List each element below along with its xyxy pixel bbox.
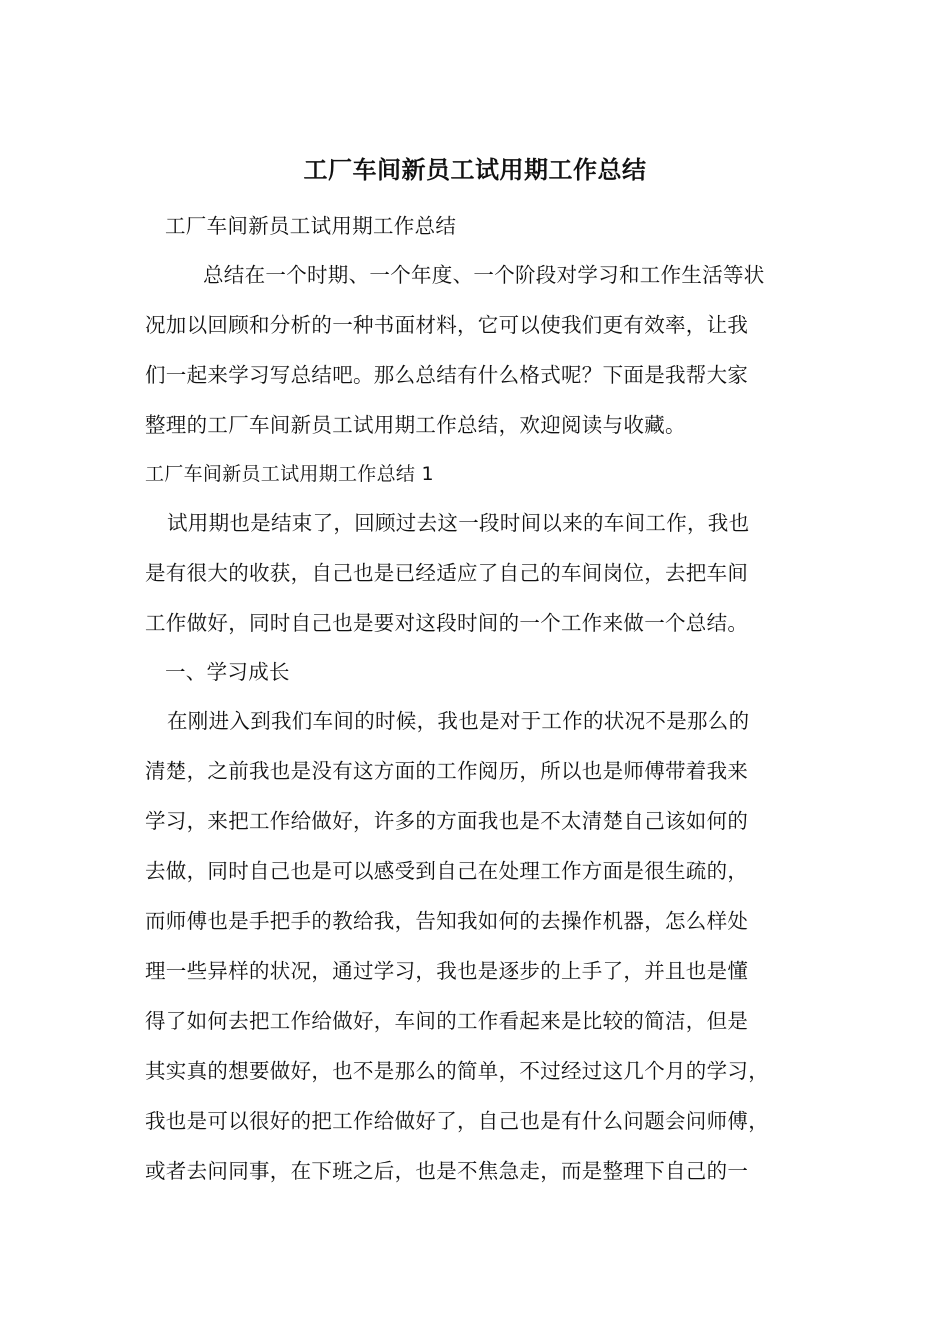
para2-line-4: 去做，同时自己也是可以感受到自己在处理工作方面是很生疏的， xyxy=(145,859,749,883)
para2-line-3: 学习，来把工作给做好，许多的方面我也是不太清楚自己该如何的 xyxy=(145,809,749,833)
para1-line-3: 工作做好，同时自己也是要对这段时间的一个工作来做一个总结。 xyxy=(145,611,749,635)
para1-line-1: 试用期也是结束了，回顾过去这一段时间以来的车间工作，我也 xyxy=(167,511,750,535)
para2-line-1: 在刚进入到我们车间的时候，我也是对于工作的状况不是那么的 xyxy=(167,709,750,733)
intro-line-2: 况加以回顾和分析的一种书面材料，它可以使我们更有效率，让我 xyxy=(145,313,749,337)
para2-line-8: 其实真的想要做好，也不是那么的简单，不过经过这几个月的学习， xyxy=(145,1059,769,1083)
document-title: 工厂车间新员工试用期工作总结 xyxy=(303,155,647,184)
para2-line-2: 清楚，之前我也是没有这方面的工作阅历，所以也是师傅带着我来 xyxy=(145,759,749,783)
para2-line-6: 理一些异样的状况，通过学习，我也是逐步的上手了，并且也是懂 xyxy=(145,959,749,983)
para2-line-10: 或者去问同事，在下班之后，也是不焦急走，而是整理下自己的一 xyxy=(145,1159,749,1183)
para2-line-5: 而师傅也是手把手的教给我，告知我如何的去操作机器，怎么样处 xyxy=(145,909,749,933)
para1-line-2: 是有很大的收获，自己也是已经适应了自己的车间岗位，去把车间 xyxy=(145,561,749,585)
subtitle-line: 工厂车间新员工试用期工作总结 xyxy=(165,214,457,238)
section-heading-1: 工厂车间新员工试用期工作总结 1 xyxy=(145,463,434,485)
para2-line-9: 我也是可以很好的把工作给做好了，自己也是有什么问题会问师傅， xyxy=(145,1109,769,1133)
intro-line-3: 们一起来学习写总结吧。那么总结有什么格式呢？下面是我帮大家 xyxy=(145,363,749,387)
subheading-learning: 一、学习成长 xyxy=(165,660,290,684)
intro-line-4: 整理的工厂车间新员工试用期工作总结，欢迎阅读与收藏。 xyxy=(145,413,686,437)
para2-line-7: 得了如何去把工作给做好，车间的工作看起来是比较的简洁，但是 xyxy=(145,1009,749,1033)
intro-line-1: 总结在一个时期、一个年度、一个阶段对学习和工作生活等状 xyxy=(203,263,765,287)
